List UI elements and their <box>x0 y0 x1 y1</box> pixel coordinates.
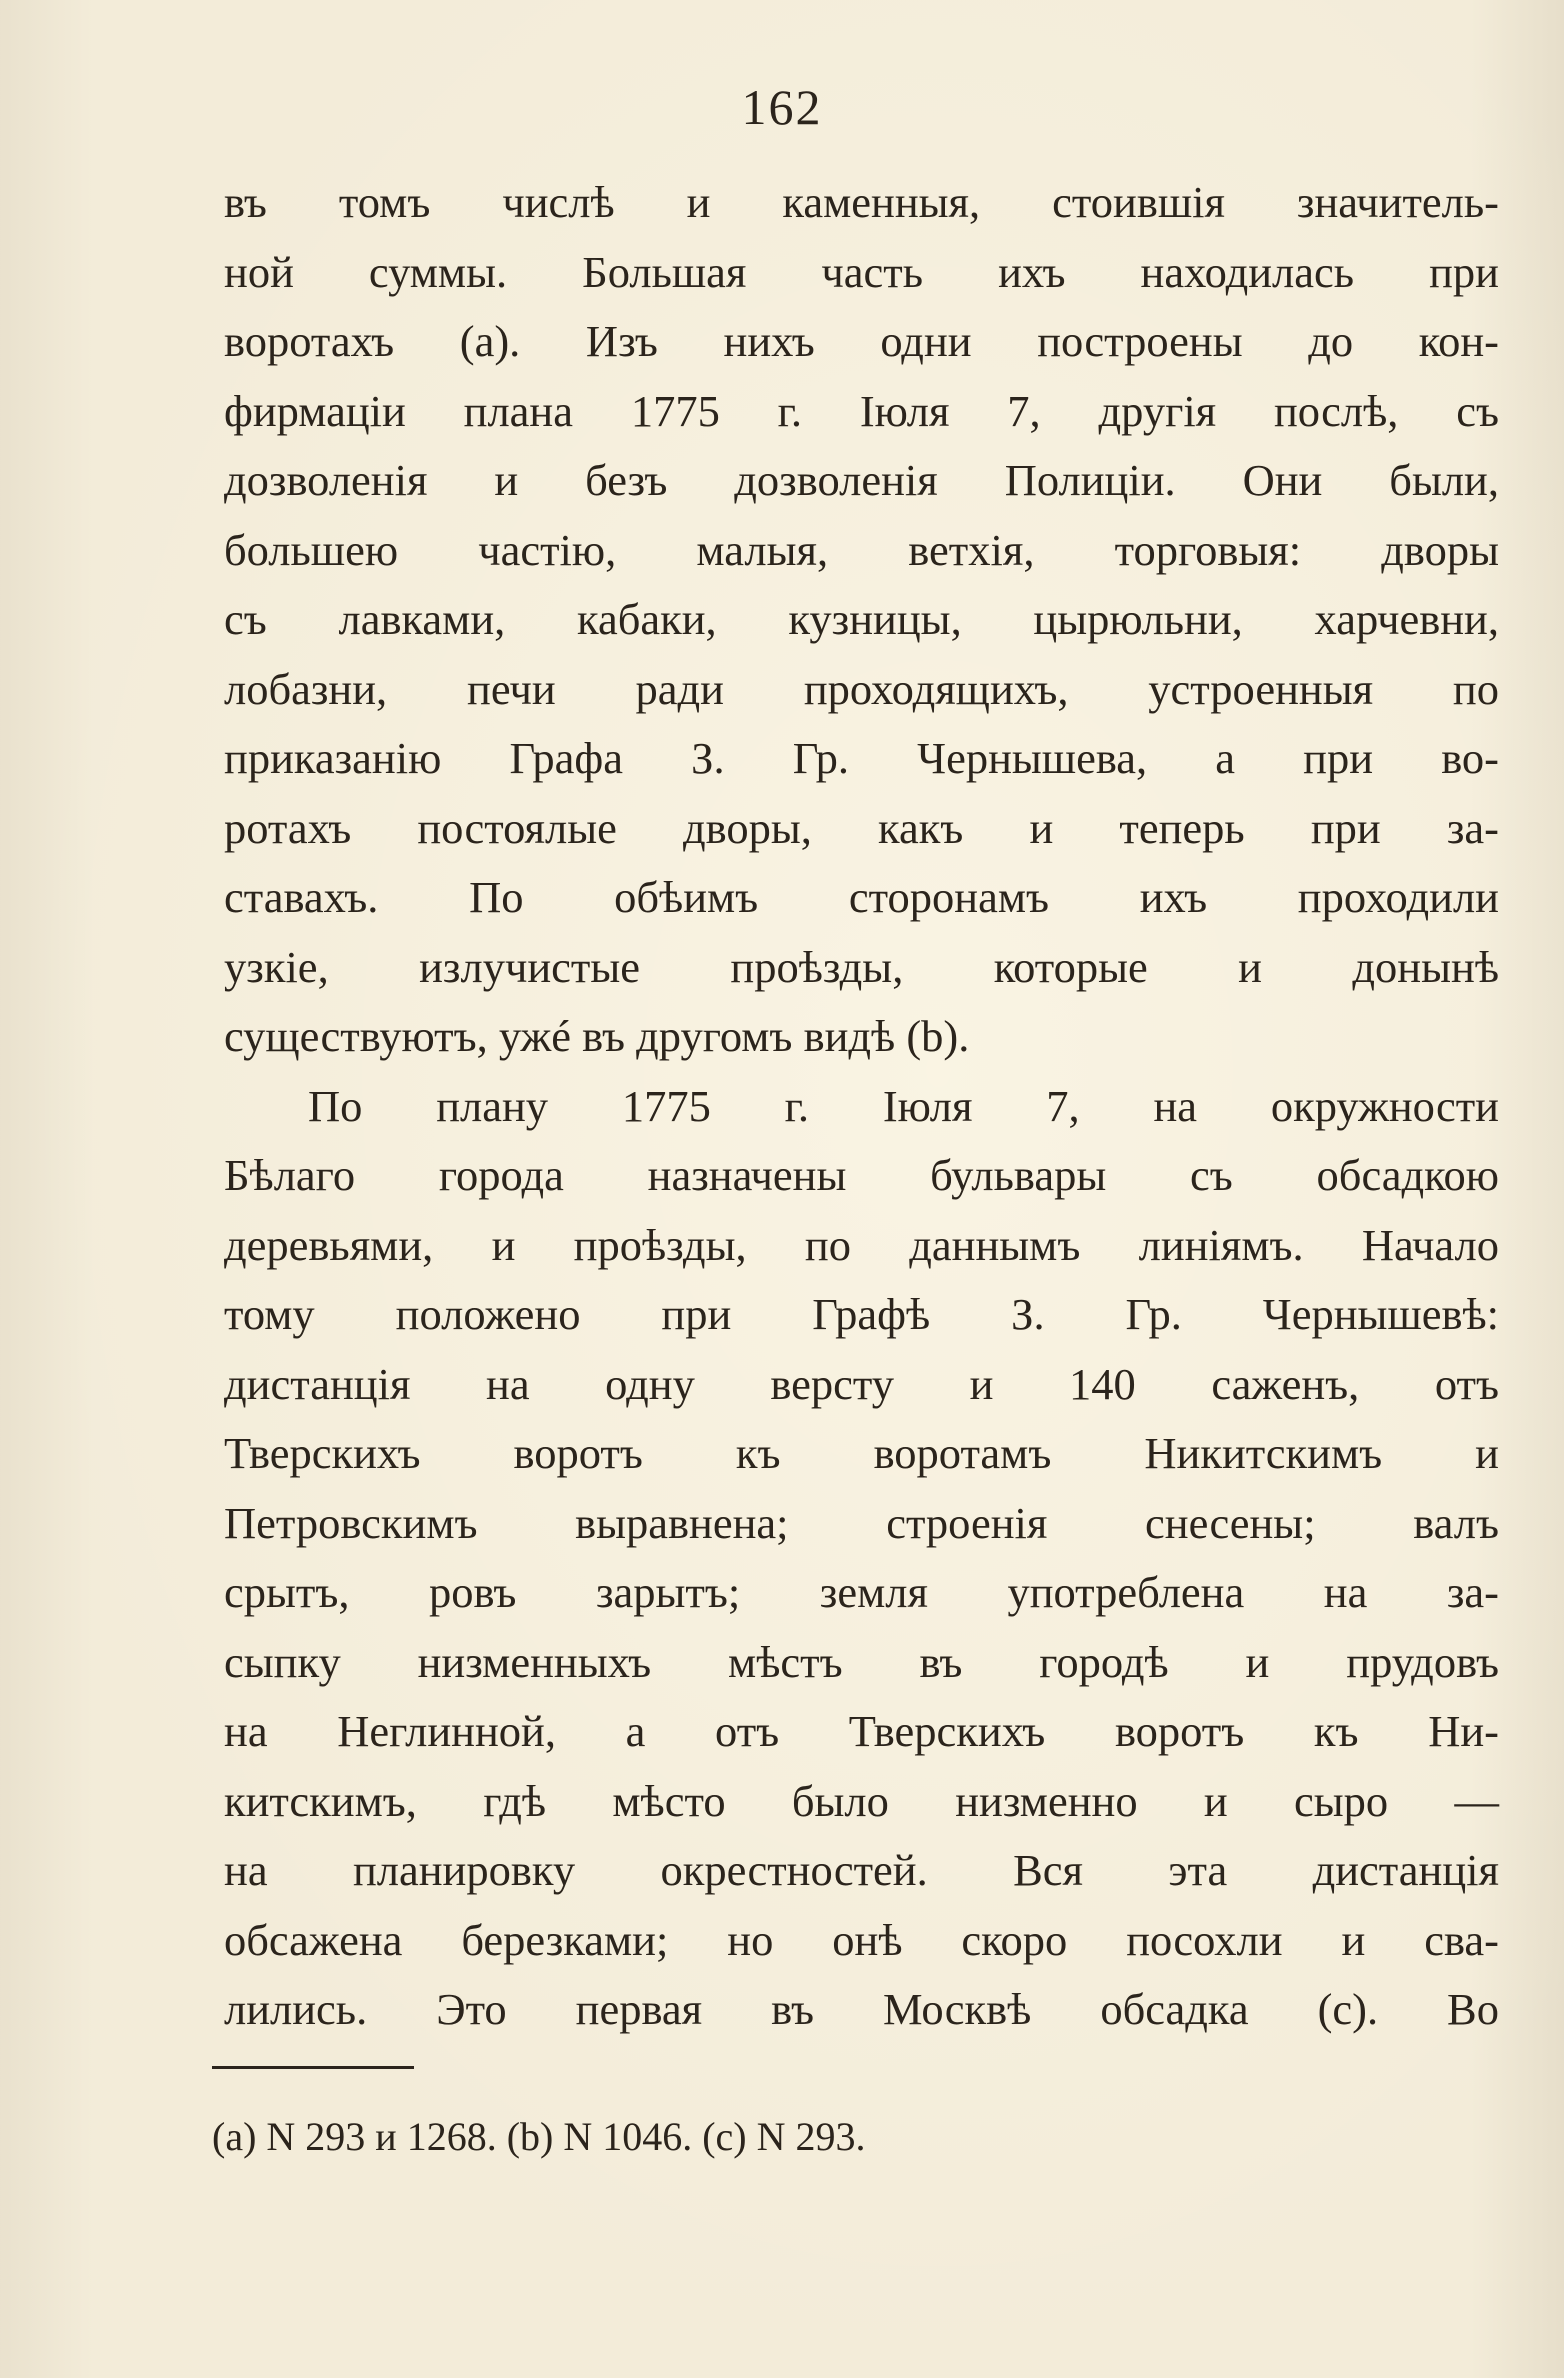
text-line: лобазни, печи ради проходящихъ, устроенныя по <box>224 663 1499 714</box>
text-line: Петровскимъ выравнена; строенія снесены; валъ <box>224 1497 1499 1548</box>
text-line: существуютъ, ужé въ другомъ видѣ (b). <box>224 1011 970 1061</box>
text-line: тому положено при Графѣ З. Гр. Чернышевѣ: <box>224 1289 1499 1339</box>
body-text <box>224 168 1499 2045</box>
text-line: дистанція на одну версту и 140 саженъ, отъ <box>224 1358 1499 1409</box>
text-line: обсажена березками; но онѣ скоро посохли и сва- <box>224 1914 1499 1965</box>
text-line: въ томъ числѣ и каменныя, стоившія значитель- <box>224 177 1499 227</box>
paragraph-start-line: По плану 1775 г. Іюля 7, на окружности <box>308 1080 1499 1131</box>
text-line: ротахъ постоялые дворы, какъ и теперь при за- <box>224 802 1499 853</box>
text-line: на Неглинной, а отъ Тверскихъ воротъ къ Ни- <box>224 1706 1499 1756</box>
text-line: приказанію Графа З. Гр. Чернышева, а при во- <box>224 733 1499 783</box>
page-number: 162 <box>741 79 823 135</box>
text-line: ной суммы. Большая часть ихъ находилась при <box>224 246 1499 297</box>
footnote: (a) N 293 и 1268. (b) N 1046. (c) N 293. <box>212 2114 866 2159</box>
text-line: фирмаціи плана 1775 г. Іюля 7, другія послѣ, съ <box>224 385 1499 436</box>
text-line: лились. Это первая въ Москвѣ обсадка (c). Во <box>224 1984 1499 2034</box>
text-line: китскимъ, гдѣ мѣсто было низменно и сыро — <box>224 1775 1499 1826</box>
text-line: Тверскихъ воротъ къ воротамъ Никитскимъ и <box>224 1428 1499 1478</box>
text-line: ставахъ. По обѣимъ сторонамъ ихъ проходили <box>224 872 1499 922</box>
text-line: сыпку низменныхъ мѣстъ въ городѣ и прудовъ <box>224 1636 1499 1687</box>
text-line: на планировку окрестностей. Вся эта дистанція <box>224 1845 1499 1895</box>
text-line: дозволенія и безъ дозволенія Полиціи. Они были, <box>224 455 1499 505</box>
footnote-divider <box>212 2066 414 2069</box>
text-line: узкіе, излучистые проѣзды, которые и донынѣ <box>224 941 1499 992</box>
text-line: срытъ, ровъ зарытъ; земля употреблена на за- <box>224 1567 1499 1617</box>
text-line: воротахъ (a). Изъ нихъ одни построены до кон- <box>224 316 1499 366</box>
text-line: большею частію, малыя, ветхія, торговыя: дворы <box>224 524 1499 575</box>
text-line: деревьями, и проѣзды, по даннымъ линіямъ. Начало <box>224 1219 1499 1270</box>
text-line: Бѣлаго города назначены бульвары съ обсадкою <box>224 1150 1499 1200</box>
text-line: съ лавками, кабаки, кузницы, цырюльни, харчевни, <box>224 594 1499 644</box>
